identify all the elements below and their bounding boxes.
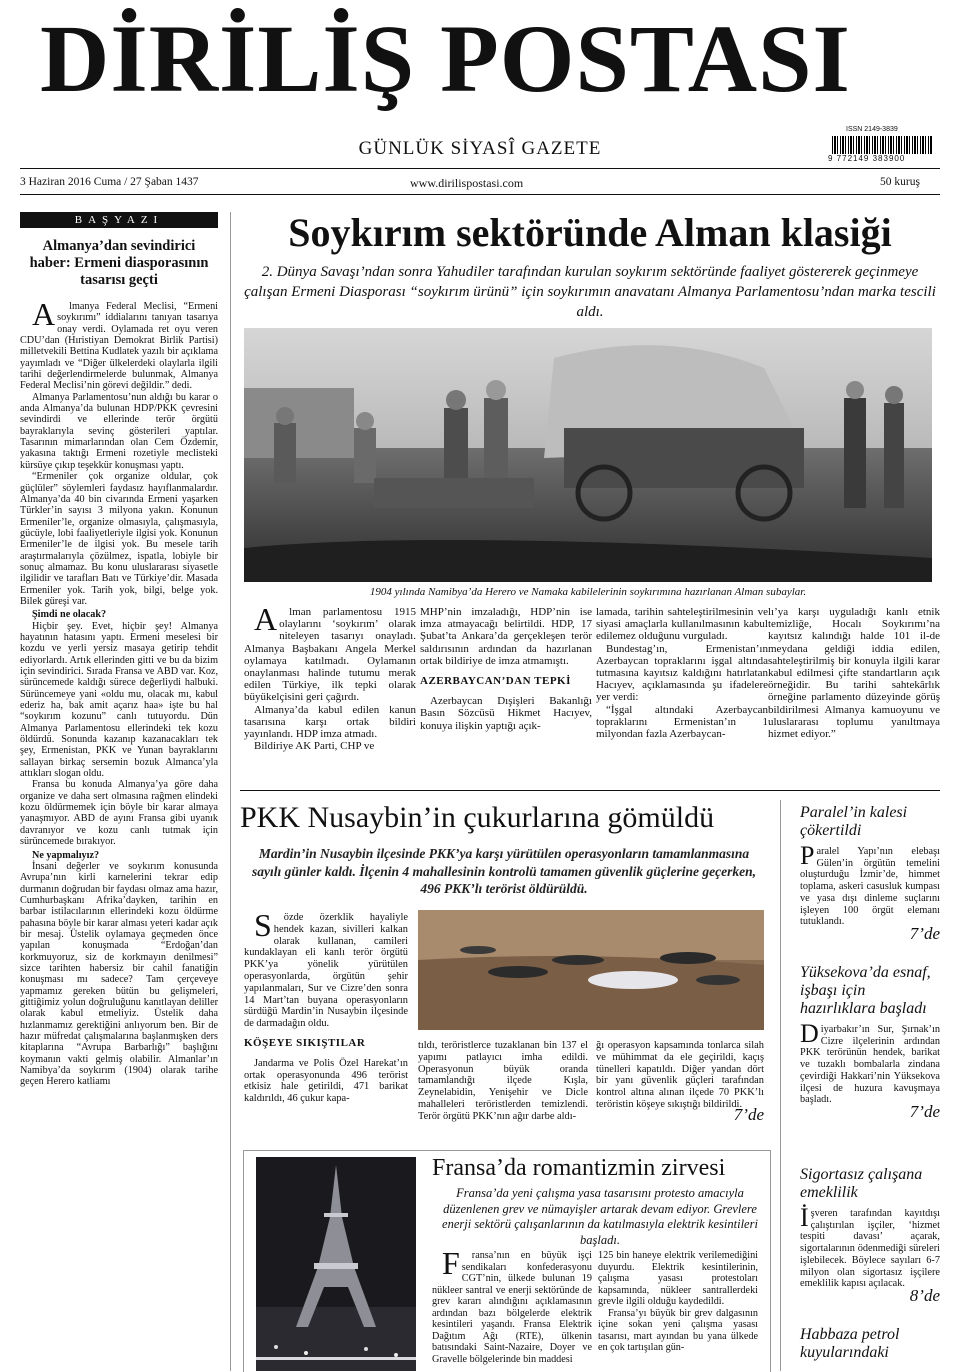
- soldiers-photo-icon: [418, 910, 764, 1030]
- barcode: [828, 126, 936, 164]
- column-divider: [230, 212, 231, 1371]
- editorial-paragraph: İnsani değerler ve soykırım konusunda Avrupa’nın kirli karnelerini tekrar edip durmanın doğrudan bir faydası olmaz ama hazır, Cumhurbaşkanı Afrika’dayken, tarihin en barbar istilacılarının ellerindeki kozu öldürme pahasına böyle bir karar alması yeteri kadar açık bir mesaj. Üstelik oylamaya geçmeden önce yapılan konuşmada “Erdoğan’dan korkmuyoruz, siz de korkmayın denilmesi” sizce tarihten habersiz bir cahil fanatiğin konuşması mı sadece? Tam çerçeveye yapmamız gereken bütün bu gelişmeleri, gittiğimiz yolun doğruluğunu kanıtlayan deliller olarak kabul etmeliyiz. Üstelik daha hızlanmamız gerektiğini anlıyorum ben. Bir de hazır müfredat çalışmalarına başlanmışken ders kitaplarına “Avrupa Barbarlığı” başlığını koymanın vakti gelmiş olabilir. Almanlar’ın Namibya’da soykırım (1904) olarak tarihe geçen Herero katliamı: [20, 860, 218, 1088]
- lead-deck: 2. Dünya Savaşı’ndan sonra Yahudiler tarafından kurulan soykırım sektöründe faaliyet göstererek geçinmeye çalışan Ermeni Diasporası “soykırım ürünü” için soykırımın anavatanı Almanya Parlamentosu’ndan marka tescili aldı.: [244, 264, 936, 320]
- pkk-subhead: KÖŞEYE SIKIŞTILAR: [244, 1036, 366, 1049]
- pkk-photo: [418, 910, 764, 1030]
- eiffel-tower-photo-icon: [256, 1157, 416, 1371]
- brief-title: Paralel’in kalesi çökertildi: [800, 804, 908, 839]
- price: 50 kuruş: [880, 176, 920, 188]
- lead-paragraph: Alman parlamentosu 1915 olaylarını ‘soykırım’ olarak niteleyen tasarıyı onayladı. Almanya Başbakanı Angela Merkel oylamaya katılmadı. Oylamanın onaylanması halinde tutumu merak edilen Türkiye, ilk tepki olarak büyükelçisini geri çağırdı.: [244, 601, 416, 704]
- brief-title: Sigortasız çalışana emeklilik: [800, 1166, 923, 1201]
- lead-paragraph: MHP’nin imzaladığı, HDP’nin ise imza atmayacağı belirtildi. HDP, 17 Şubat’ta Ankara’da gerçekleşen terör saldırısının ardından da hazırlanan ortak bildiriye de imza atmamıştı.: [420, 606, 592, 667]
- brief-paralel[interactable]: [800, 804, 940, 944]
- lead-paragraph: lamada, tarihin sahteleştirilmesinin ve siyasi amaçlarla kullanılmasının kabul edilemez olduğunu vurguladı.: [596, 606, 768, 643]
- france-photo: [256, 1157, 416, 1371]
- pkk-headline[interactable]: PKK Nusaybin’in çukurlarına gömüldü: [240, 801, 715, 834]
- lead-bottom-rule: [240, 790, 940, 791]
- pkk-paragraph: Sözde özerklik hayaliyle hendek kazan, sivilleri kalkan olarak kullanan, camileri kundaklayan eli kanlı terör örgütü PKK’ya yönelik yürütülen operasyonlarda, örgütün şehir yapılanmaları, Sur ve Cizre’den sonra 14 Mart’tan buyana operasyonların sürdüğü Mardin’in Nusaybin ilçesinde de darmadağın oldu.: [244, 907, 408, 1030]
- france-paragraph: Fransa’yı büyük bir grev dalgasının içine sokan yeni çalışma yasası tasarısı, mart ayından bu yana ülkede en çok tartışılan gün-: [598, 1307, 758, 1353]
- france-column-1: [432, 1245, 592, 1365]
- brief-title: Yüksekova’da esnaf, işbaşı için hazırlıklara başladı: [800, 964, 931, 1017]
- brief-body: Paralel Yapı’nın elebaşı Gülen’in örgütün temelini oluşturduğu İzmir’de, himmet toplama, askeri casusluk kumpası ve yasa dışı dinleme suçlarını işleyen 100 örgüt elemanı tutuklandı.: [800, 841, 940, 928]
- france-paragraph: 125 bin haneye elektrik verilemediğini duyurdu. Elektrik kesintilerinin, çalışma yasası protestoları kapsamında, nükleer santrallerdeki grevle ilgili olduğu kaydedildi.: [598, 1250, 758, 1307]
- brief-page-link[interactable]: 7’de: [909, 923, 940, 943]
- editorial-paragraph: Fransa bu konuda Almanya’ya göre daha organize ve daha sert olmasına rağmen elindeki kozu öldürmemek için böyle bir karar almaya yanaşmıyor. ABD de ayını Fransa gibi uyanık davranıyor ve kozu canlı tutmak için sürüncemede bırakıyor.: [20, 779, 218, 848]
- masthead-rule-bottom: [20, 194, 940, 195]
- brief-habbaza[interactable]: [800, 1326, 940, 1368]
- editorial-paragraph: Almanya Parlamentosu’nun aldığı bu karar o anda Almanya’da bulunan HDP/PKK çevresini sevindirdi ve ellerinde terör örgütü bayraklarıyla sevinç gösterileri yaptılar. Tasarının mimarlarından olan Cem Özdemir, yakasına taktığı Ermeni rozetiyle meclisteki kürsüye çıkıp teşekkür konuşması yaptı.: [20, 391, 218, 471]
- lead-column-4: [768, 606, 940, 740]
- newspaper-logo: DİRİLİŞ POSTASI: [40, 5, 851, 112]
- brief-yuksekova[interactable]: [800, 964, 940, 1122]
- lead-column-3: [596, 606, 768, 740]
- masthead-rule-top: [20, 168, 940, 169]
- lead-paragraph: Bildiriye AK Parti, CHP ve: [254, 740, 375, 753]
- editorial-subhead: Şimdi ne olacak?: [32, 609, 107, 621]
- pkk-column-2: [418, 1040, 588, 1123]
- dateline: 3 Haziran 2016 Cuma / 27 Şaban 1437: [20, 176, 199, 188]
- lead-subhead: AZERBAYCAN’DAN TEPKİ: [420, 675, 571, 688]
- lead-column-1: [244, 601, 416, 753]
- editorial-paragraph: “Ermeniler çok organize oldular, çok güçlüler” söylemleri faydasız hayıflanmalardır. Almanya’da 40 bin civarında Ermeni yaşarken Türkler’in sayısı 3 milyona yakın. Konunun Ermeniler’le, organize olmasıyla, çalışmasıyla, gücüyle, lobi faaliyetleriyle ilgisi yok. Konunun Ermeniler’le de ilgisi yok. Bu mesele tarih araştırmalarıyla çözülmez, ispatla, lobiyle bir sonuç almamaz. Bu konu uluslararası siyasetle ilgilidir ve tarafları Batı ve Türkiye’dir. Masada Ermeniler yok. Tarih yok, bilgi, belge yok. Bilek güreşi var.: [20, 471, 218, 607]
- lead-photo: [244, 328, 932, 582]
- france-headline[interactable]: Fransa’da romantizmin zirvesi: [432, 1155, 726, 1181]
- pkk-paragraph: tıldı, teröristlerce tuzaklanan bin 137 el yapımı patlayıcı imha edildi. Operasyonun büyük oranda tamamlandığı ilçede Kışla, Zeynelabidin, Yenişehir ve Dicle mahalleleri teröristlerden temizlendi. Terör örgütü PKK’nın ağır darbe aldı-: [418, 1040, 588, 1122]
- masthead: [0, 0, 960, 200]
- france-column-2: [598, 1250, 758, 1354]
- brief-page-link[interactable]: 7’de: [909, 1101, 940, 1121]
- pkk-column-3: [596, 1040, 764, 1124]
- pkk-paragraph: Jandarma ve Polis Özel Harekat’ın ortak operasyonunda 496 terörist etkisiz hale getirildi, 471 barikat kaldırıldı, 46 çukur kapa-: [244, 1057, 408, 1105]
- editorial-label: BAŞYAZI: [20, 212, 218, 228]
- lead-paragraph: lı’ya karşı uyguladığı kanlı etnik temizliğe, Hocalı Soykırımı’na kayıtsız kalındığı halde 101 il-de meydana geldiği iddia edilen, sahteleştirilmiş bir konuyla ilgili karar kabul edilmesi çifte standartların açık örneğidir. Bu tarihi sahtekârlık örneğine parlamento düzeyinde görüş bildirilmesi Almanya kamuoyunu ve uluslararası toplumu yanıltmaya hizmet ediyor.”: [768, 606, 940, 741]
- lead-column-2: [420, 606, 592, 732]
- editorial-column: [20, 212, 218, 1371]
- france-deck: Fransa’da yeni çalışma yasa tasarısını protesto amacıyla düzenlenen grev ve nümayişler artarak devam ediyor. Grevlere enerji sektörü çalışanlarının da katılmasıyla elektrik kesintileri başladı.: [442, 1186, 758, 1247]
- lead-headline[interactable]: Soykırım sektöründe Alman klasiği: [288, 210, 892, 255]
- brief-sigortasiz[interactable]: [800, 1166, 940, 1306]
- france-paragraph: Fransa’nın en büyük işçi sendikaları konfederasyonu CGT’nin, ülkede bulunan 19 nükleer santral ve enerji sektöründe de grev kararı alındığını açıklamasının ardından bazı bölgelerde elektrik kesintileri yaşandı. Fransa Elektrik Dağıtım Ağı (RTE), ülkenin batısındaki Saint-Nazaire, Doyer ve Gravelle bölgelerinde bin maddesi: [432, 1245, 592, 1365]
- pkk-see-page-link[interactable]: 7’de: [733, 1104, 764, 1124]
- lead-paragraph: Almanya’da kabul edilen kanun tasarısına karşı ortak bildiri yayınlandı. HDP imza atmadı.: [244, 703, 416, 741]
- brief-body: Diyarbakır’ın Sur, Şırnak’ın Cizre ilçelerinin ardından PKK terörünün hendek, barikat ve tuzaklı bombalarla zindana çevirdiği Hakkari’nin Yüksekova ilçesi de huzura kavuşmaya başladı.: [800, 1019, 940, 1106]
- officers-photo-icon: [244, 328, 932, 582]
- briefs-divider: [780, 800, 781, 1371]
- lead-paragraph: “İşgal altındaki Azerbaycan topraklarını Ermenistan’ın 1 milyondan fazla Azerbaycan-: [596, 703, 768, 741]
- editorial-paragraph: Hiçbir şey. Evet, hiçbir şey! Almanya hayatının hatasını yaptı. Ermeni meselesi bir kozdu ve yerli yersiz masaya getirip tehdit ediyorlardı. Artık ellerinden gitti ve bu da bizim için sevindirici. Sırada Fransa ve ABD var. Koz, sürüncemede kaldığı sürece değerliydi halbuki. Sürüncemeye yani «oldu mu, olacak mı, kabul ederiz ha, bak amit açarız haa» işte bu hal “soykırım kozunu” canlı tutuyordu. Dün Almanya Parlamentosu ellerindeki tek kozu öldürdü. Sonunda kazanıp kazanacakları tek şey, Ermenistan, PKK ve Yunan bayraklarını sallayan birkaç sersemin bozuk Almanca’yla attıkları slogan oldu.: [20, 620, 218, 780]
- editorial-paragraph: Almanya Federal Meclisi, “Ermeni soykırımı” iddialarını tanıyan tasarıya onay verdi. Oylamada ret oyu veren CDU’dan (Hıristiyan Demokrat Birlik Partisi) milletvekili Bettina Kudlatek yazılı bir açıklama yayımladı ve “Diğer ülkelerdeki olaylarla ilgili tarihi değerlendirmelerde bulunmak, Almanya Federal Meclisi’nin görevi değildir.” dedi.: [20, 296, 218, 392]
- brief-page-link[interactable]: 8’de: [909, 1285, 940, 1305]
- editorial-subhead: Ne yapmalıyız?: [32, 849, 100, 861]
- barcode-number: 9 772149 383900: [828, 154, 906, 163]
- brief-title: Habbaza petrol kuyularındaki: [800, 1326, 900, 1361]
- pkk-deck: Mardin’in Nusaybin ilçesinde PKK’ya karşı yürütülen operasyonların tamamlanmasına sayılı günler kaldı. İlçenin 4 mahallesinin kontrolü tamamen güvenlik güçlerine geçerken, 496 PKK’lı terörist öldürüldü.: [251, 846, 757, 896]
- lead-paragraph: Azerbaycan Dışişleri Bakanlığı Basın Sözcüsü Hikmet Hacıyev, konuya ilişkin yaptığı açık-: [420, 695, 592, 732]
- lead-paragraph: Bundestag’ın, Ermenistan’ın Azerbaycan topraklarını işgal altında tutmasına kayıtsız kaldığını hatırlatan Hacıyev, açıklamasında şu ifadelere yer verdi:: [596, 642, 768, 704]
- isbn-label: ISSN 2149-3839: [846, 126, 898, 133]
- pkk-paragraph: ğı operasyon kapsamında tonlarca silah ve mühimmat da ele geçirildi, kaçış tünelleri kapatıldı. Diğer yandan dört bir yanı güvenlik güçleri tarafından kontrol altına alınan ilçede 70 PKK’lı teröristin köşeye sıkıştığı bildirildi.: [596, 1040, 764, 1110]
- barcode-bars-icon: [832, 136, 932, 154]
- website-link[interactable]: www.dirilispostasi.com: [410, 176, 524, 190]
- newspaper-subtitle: GÜNLÜK SİYASÎ GAZETE: [358, 138, 602, 159]
- brief-body: İşveren tarafından kayıtdışı çalıştırılan işçiler, ‘hizmet tespiti davası’ açarak, sigortalarının ödenmediği süreleri işlebilecek. Böylece sayıları 6-7 milyon olan sigortasız işçilere emeklilik kapısı açılacak.: [800, 1203, 940, 1290]
- lead-photo-caption: 1904 yılında Namibya’da Herero ve Namaka kabilelerinin soykırımına hazırlanan Alman subaylar.: [369, 586, 807, 598]
- pkk-column-1: [244, 907, 408, 1105]
- editorial-title: Almanya’dan sevindirici haber: Ermeni diasporasının tasarısı geçti: [29, 238, 209, 288]
